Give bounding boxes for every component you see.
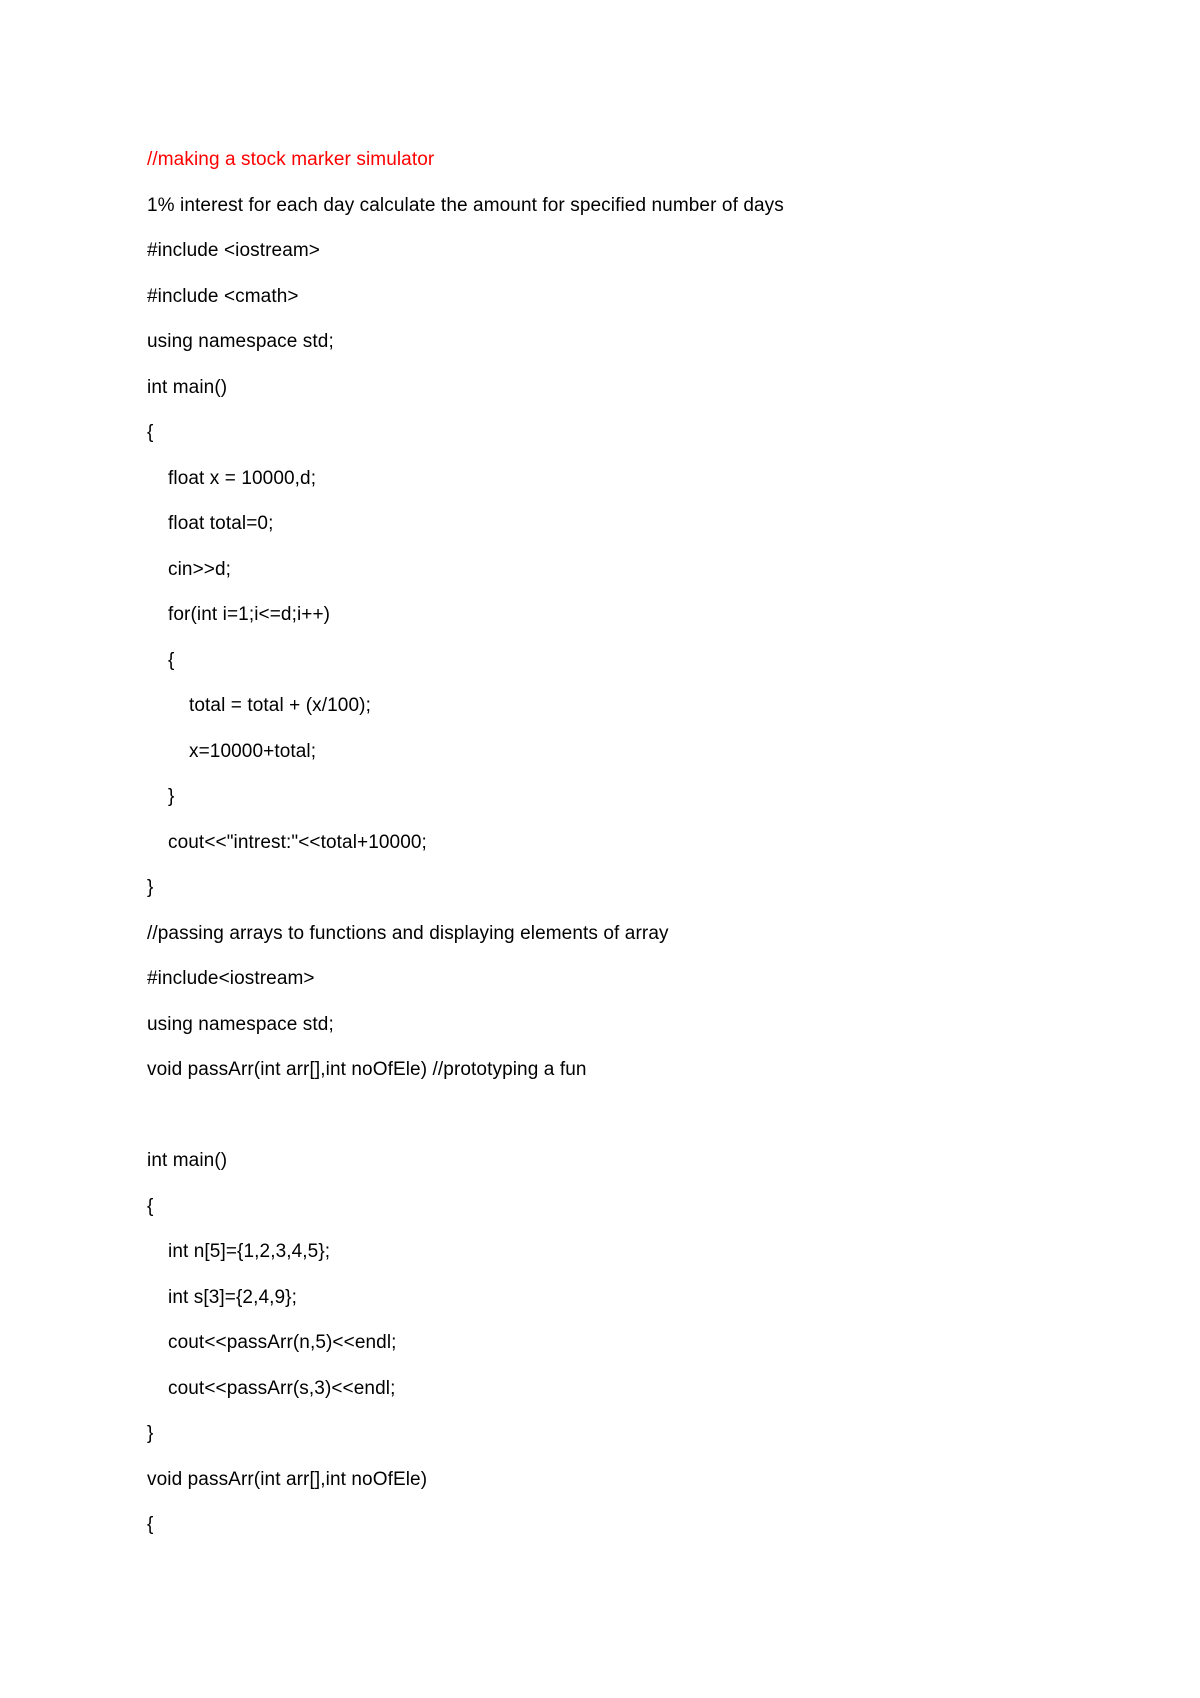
code-line: #include <iostream> xyxy=(147,240,321,261)
code-line: cout<<passArr(n,5)<<endl; xyxy=(168,1332,397,1353)
code-line: int s[3]={2,4,9}; xyxy=(168,1287,297,1308)
code-line: x=10000+total; xyxy=(189,741,317,762)
code-line: cout<<passArr(s,3)<<endl; xyxy=(168,1378,396,1399)
code-line: void passArr(int arr[],int noOfEle) xyxy=(147,1469,428,1490)
code-line: } xyxy=(147,877,154,898)
code-line: { xyxy=(147,422,154,443)
code-line: #include <cmath> xyxy=(147,286,299,307)
code-line: #include<iostream> xyxy=(147,968,315,989)
code-line: } xyxy=(147,1423,154,1444)
code-line: int main() xyxy=(147,377,228,398)
code-line: { xyxy=(168,650,175,671)
code-line: for(int i=1;i<=d;i++) xyxy=(168,604,331,625)
code-line: float x = 10000,d; xyxy=(168,468,317,489)
comment-heading-stock-simulator: //making a stock marker simulator xyxy=(147,149,435,170)
code-line: int n[5]={1,2,3,4,5}; xyxy=(168,1241,331,1262)
comment-heading-passing-arrays: //passing arrays to functions and displaying elements of array xyxy=(147,923,669,944)
description-line: 1% interest for each day calculate the amount for specified number of days xyxy=(147,195,784,216)
code-line: total = total + (x/100); xyxy=(189,695,371,716)
code-line: using namespace std; xyxy=(147,331,334,352)
code-line: } xyxy=(168,786,175,807)
code-line: using namespace std; xyxy=(147,1014,334,1035)
code-line: cout<<"intrest:"<<total+10000; xyxy=(168,832,427,853)
code-line: int main() xyxy=(147,1150,228,1171)
code-line: { xyxy=(147,1514,154,1535)
code-line: { xyxy=(147,1196,154,1217)
code-line: cin>>d; xyxy=(168,559,232,580)
code-line: void passArr(int arr[],int noOfEle) //prototyping a fun xyxy=(147,1059,587,1080)
code-line: float total=0; xyxy=(168,513,274,534)
